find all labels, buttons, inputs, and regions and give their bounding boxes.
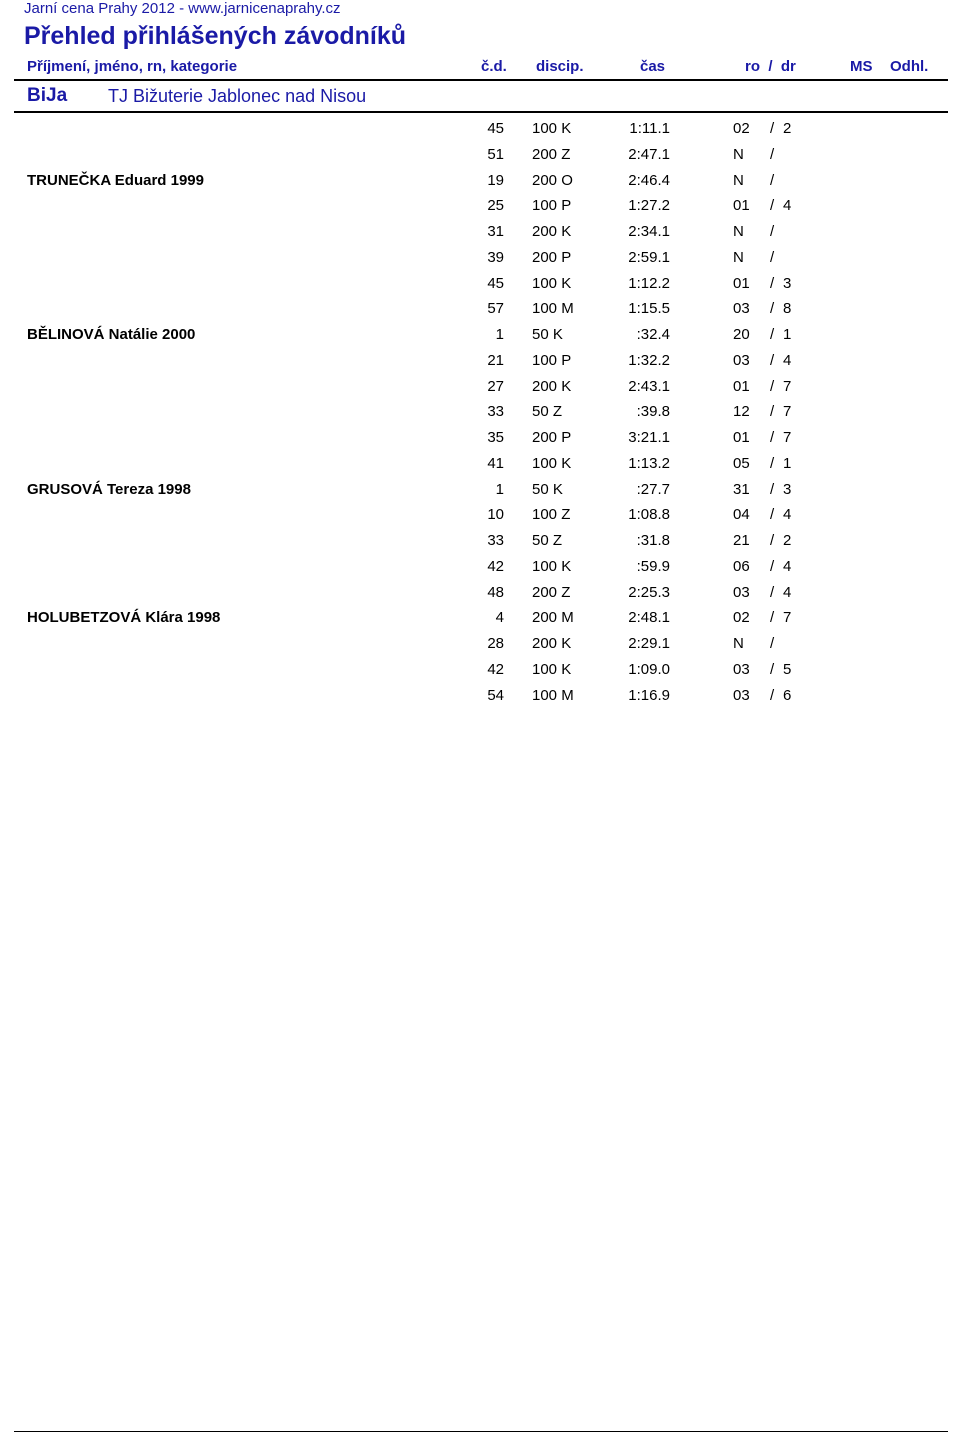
cell-time: 2:43.1 [628, 377, 670, 395]
cell-dr: 1 [783, 326, 792, 343]
column-header-time: čas [640, 58, 666, 75]
table-row [0, 424, 960, 450]
event-title: Jarní cena Prahy 2012 - www.jarnicenaprahy.cz [24, 0, 341, 17]
table-row [0, 527, 960, 553]
cell-ro: N [733, 145, 744, 163]
table-row [0, 321, 960, 347]
cell-sep: / [770, 274, 775, 292]
cell-disc: 50 Z [532, 532, 563, 549]
cell-sep: / [770, 300, 775, 318]
column-header-ms: MS [850, 58, 873, 75]
cell-disc: 100 K [532, 557, 572, 575]
cell-sep: / [770, 660, 775, 678]
cell-sep: / [770, 171, 775, 189]
cell-time: 2:48.1 [628, 609, 670, 627]
club-name: TJ Bižuterie Jablonec nad Nisou [108, 86, 367, 106]
page-title: Přehled přihlášených závodníků [24, 22, 407, 50]
cell-ro: 01 [733, 274, 750, 292]
cell-sep: / [770, 454, 775, 472]
cell-num: 33 [487, 532, 504, 549]
cell-time: 2:34.1 [628, 223, 670, 240]
cell-ro: 01 [733, 377, 750, 395]
cell-disc: 50 K [532, 480, 563, 498]
cell-num: 28 [487, 635, 504, 652]
cell-num: 10 [487, 506, 504, 524]
table-row [0, 373, 960, 399]
cell-disc: 100 K [532, 120, 572, 137]
cell-dr: 7 [783, 377, 792, 395]
table-row [0, 630, 960, 656]
cell-disc: 100 P [532, 197, 572, 215]
cell-dr: 4 [783, 583, 792, 601]
cell-disc: 200 M [532, 609, 574, 627]
cell-time: 1:12.2 [628, 274, 670, 292]
entries-table [0, 115, 960, 707]
table-row [0, 656, 960, 682]
cell-num: 31 [487, 223, 504, 240]
club-rule [14, 111, 948, 113]
cell-ro: 20 [733, 326, 750, 343]
table-row [0, 347, 960, 373]
cell-disc: 100 K [532, 274, 572, 292]
cell-time: 1:16.9 [628, 686, 670, 704]
cell-sep: / [770, 326, 775, 343]
cell-disc: 50 Z [532, 403, 563, 421]
cell-sep: / [770, 351, 775, 369]
header-rule [14, 79, 948, 81]
cell-ro: 05 [733, 454, 750, 472]
cell-num: 57 [487, 300, 504, 318]
cell-num: 1 [495, 480, 504, 498]
cell-disc: 200 O [532, 171, 573, 189]
cell-num: 25 [487, 197, 504, 215]
cell-ro: 01 [733, 429, 750, 446]
cell-dr: 2 [783, 120, 792, 137]
table-row [0, 295, 960, 321]
cell-sep: / [770, 583, 775, 601]
cell-disc: 200 K [532, 635, 572, 652]
cell-disc: 100 K [532, 454, 572, 472]
cell-ro: 03 [733, 583, 750, 601]
cell-time: 1:32.2 [628, 351, 670, 369]
cell-num: 45 [487, 274, 504, 292]
cell-dr: 5 [783, 660, 792, 678]
cell-sep: / [770, 557, 775, 575]
table-row [0, 270, 960, 296]
cell-dr: 3 [783, 480, 792, 498]
cell-ro: 12 [733, 403, 750, 421]
cell-num: 42 [487, 660, 504, 678]
cell-dr: 4 [783, 506, 792, 524]
cell-time: 2:47.1 [628, 145, 670, 163]
cell-ro: 06 [733, 557, 750, 575]
cell-ro: 04 [733, 506, 750, 524]
cell-dr: 1 [783, 454, 792, 472]
cell-time: :39.8 [636, 403, 670, 421]
cell-ro: 03 [733, 300, 750, 318]
cell-sep: / [770, 532, 775, 549]
cell-num: 4 [495, 609, 504, 627]
cell-disc: 200 Z [532, 145, 571, 163]
cell-time: :31.8 [636, 532, 670, 549]
cell-ro: 03 [733, 660, 750, 678]
cell-time: 1:27.2 [628, 197, 670, 215]
cell-ro: N [733, 171, 744, 189]
cell-sep: / [770, 429, 775, 446]
cell-num: 48 [487, 583, 504, 601]
cell-time: 3:21.1 [628, 429, 670, 446]
cell-sep: / [770, 403, 775, 421]
cell-num: 51 [487, 145, 504, 163]
table-row [0, 244, 960, 270]
table-row [0, 501, 960, 527]
cell-ro: 01 [733, 197, 750, 215]
column-header-name: Příjmení, jméno, rn, kategorie [27, 58, 238, 75]
footer-rule [14, 1431, 948, 1432]
cell-ro: 02 [733, 609, 750, 627]
cell-disc: 200 P [532, 429, 572, 446]
cell-time: 1:08.8 [628, 506, 670, 524]
table-row [0, 450, 960, 476]
cell-ro: 21 [733, 532, 750, 549]
cell-time: 1:13.2 [628, 454, 670, 472]
cell-dr: 7 [783, 609, 792, 627]
cell-dr: 4 [783, 351, 792, 369]
cell-dr: 7 [783, 429, 792, 446]
cell-sep: / [770, 506, 775, 524]
cell-num: 27 [487, 377, 504, 395]
cell-ro: 03 [733, 686, 750, 704]
cell-sep: / [770, 120, 775, 137]
cell-num: 42 [487, 557, 504, 575]
cell-num: 39 [487, 248, 504, 266]
cell-ro: N [733, 223, 744, 240]
cell-disc: 100 K [532, 660, 572, 678]
cell-disc: 200 Z [532, 583, 571, 601]
club-code: BiJa [27, 85, 68, 106]
cell-sep: / [770, 686, 775, 704]
cell-disc: 200 P [532, 248, 572, 266]
table-row [0, 192, 960, 218]
cell-disc: 100 M [532, 300, 574, 318]
cell-sep: / [770, 145, 775, 163]
table-row [0, 553, 960, 579]
cell-num: 54 [487, 686, 504, 704]
cell-dr: 2 [783, 532, 792, 549]
cell-sep: / [770, 197, 775, 215]
cell-dr: 4 [783, 197, 792, 215]
cell-dr: 3 [783, 274, 792, 292]
cell-dr: 6 [783, 686, 792, 704]
cell-time: 2:46.4 [628, 171, 670, 189]
cell-num: 35 [487, 429, 504, 446]
cell-disc: 100 Z [532, 506, 571, 524]
cell-disc: 200 K [532, 377, 572, 395]
table-row [0, 115, 960, 141]
cell-num: 21 [487, 351, 504, 369]
column-header-num: č.d. [481, 58, 507, 75]
cell-dr: 4 [783, 557, 792, 575]
cell-ro: N [733, 635, 744, 652]
table-row [0, 476, 960, 502]
cell-disc: 50 K [532, 326, 563, 343]
cell-time: 1:15.5 [628, 300, 670, 318]
cell-num: 1 [495, 326, 504, 343]
cell-name: GRUSOVÁ Tereza 1998 [27, 480, 191, 498]
table-row [0, 604, 960, 630]
column-header-disc: discip. [536, 58, 584, 75]
cell-disc: 100 M [532, 686, 574, 704]
cell-time: :32.4 [636, 326, 670, 343]
cell-name: BĚLINOVÁ Natálie 2000 [27, 326, 196, 343]
column-header-odhl: Odhl. [890, 58, 929, 75]
cell-num: 33 [487, 403, 504, 421]
cell-ro: 31 [733, 480, 750, 498]
cell-time: 2:25.3 [628, 583, 670, 601]
cell-name: TRUNEČKA Eduard 1999 [27, 171, 204, 189]
cell-time: :59.9 [636, 557, 670, 575]
cell-num: 41 [487, 454, 504, 472]
cell-name: HOLUBETZOVÁ Klára 1998 [27, 609, 221, 627]
cell-ro: 03 [733, 351, 750, 369]
cell-num: 45 [487, 120, 504, 137]
cell-time: 2:59.1 [628, 248, 670, 266]
table-row [0, 218, 960, 244]
cell-time: :27.7 [636, 480, 670, 498]
cell-time: 1:09.0 [628, 660, 670, 678]
cell-sep: / [770, 609, 775, 627]
cell-ro: 02 [733, 120, 750, 137]
cell-dr: 8 [783, 300, 792, 318]
table-row [0, 167, 960, 193]
cell-time: 2:29.1 [628, 635, 670, 652]
table-row [0, 398, 960, 424]
cell-disc: 200 K [532, 223, 572, 240]
cell-num: 19 [487, 171, 504, 189]
cell-dr: 7 [783, 403, 792, 421]
cell-sep: / [770, 223, 775, 240]
cell-disc: 100 P [532, 351, 572, 369]
cell-sep: / [770, 377, 775, 395]
cell-time: 1:11.1 [629, 120, 670, 137]
cell-sep: / [770, 635, 775, 652]
cell-ro: N [733, 248, 744, 266]
table-row [0, 579, 960, 605]
cell-sep: / [770, 480, 775, 498]
table-row [0, 682, 960, 708]
column-header-rodr: ro / dr [745, 58, 796, 75]
cell-sep: / [770, 248, 775, 266]
table-row [0, 141, 960, 167]
